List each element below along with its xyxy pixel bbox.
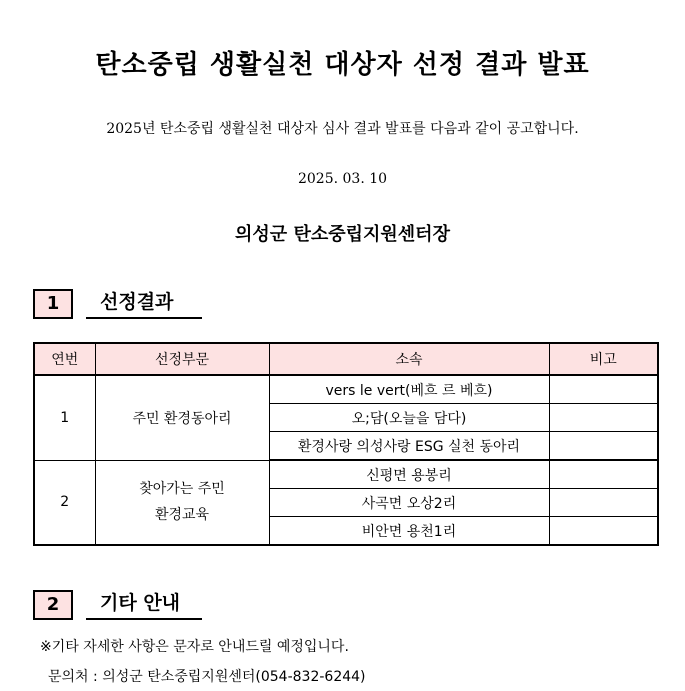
group-1-item-2: 오;담(오늘을 담다): [269, 404, 549, 432]
group-2-item-3-remark: [549, 517, 658, 546]
header-no: 연번: [34, 343, 95, 375]
table-row: [34, 375, 658, 404]
group-2-item-2: 사곡면 오상2리: [269, 489, 549, 517]
group-1-item-1-remark: [549, 375, 658, 404]
group-1-category: 주민 환경동아리: [95, 375, 269, 460]
group-2-category: [95, 460, 269, 545]
group-1-item-1: vers le vert(베흐 르 베흐): [269, 375, 549, 404]
group-2-item-1: 신평면 용봉리: [269, 460, 549, 489]
table-row: [34, 460, 658, 489]
group-2-category-line1: 찾아가는 주민: [139, 481, 225, 498]
contact-info: 문의처 : 의성군 탄소중립지원센터(054-832-6244): [48, 669, 366, 685]
issuer-name: 의성군 탄소중립지원센터장: [235, 224, 450, 245]
group-2-item-2-remark: [549, 489, 658, 517]
header-remarks: 비고: [549, 343, 658, 375]
header-category: 선정부문: [95, 343, 269, 375]
group-1-item-3: 환경사랑 의성사랑 ESG 실천 동아리: [269, 432, 549, 461]
intro-text: 2025년 탄소중립 생활실천 대상자 심사 결과 발표를 다음과 같이 공고합니다.: [106, 121, 579, 137]
header-affiliation: 소속: [269, 343, 549, 375]
announcement-date: 2025. 03. 10: [297, 171, 388, 187]
results-table: [33, 342, 659, 546]
group-2-no: 2: [34, 460, 95, 545]
table-header-row: [34, 343, 658, 375]
section-1-number: 1: [33, 289, 73, 319]
group-1-no: 1: [34, 375, 95, 460]
section-1-title: 선정결과: [86, 289, 202, 319]
group-2-category-line2: 환경교육: [154, 507, 210, 524]
section-2-number: 2: [33, 590, 73, 620]
document-title: 탄소중립 생활실천 대상자 선정 결과 발표: [95, 50, 590, 80]
group-1-item-2-remark: [549, 404, 658, 432]
group-2-item-1-remark: [549, 460, 658, 489]
info-note: ※기타 자세한 사항은 문자로 안내드릴 예정입니다.: [40, 639, 349, 655]
section-2-title: 기타 안내: [86, 590, 202, 620]
group-2-item-3: 비안면 용천1리: [269, 517, 549, 546]
group-1-item-3-remark: [549, 432, 658, 461]
